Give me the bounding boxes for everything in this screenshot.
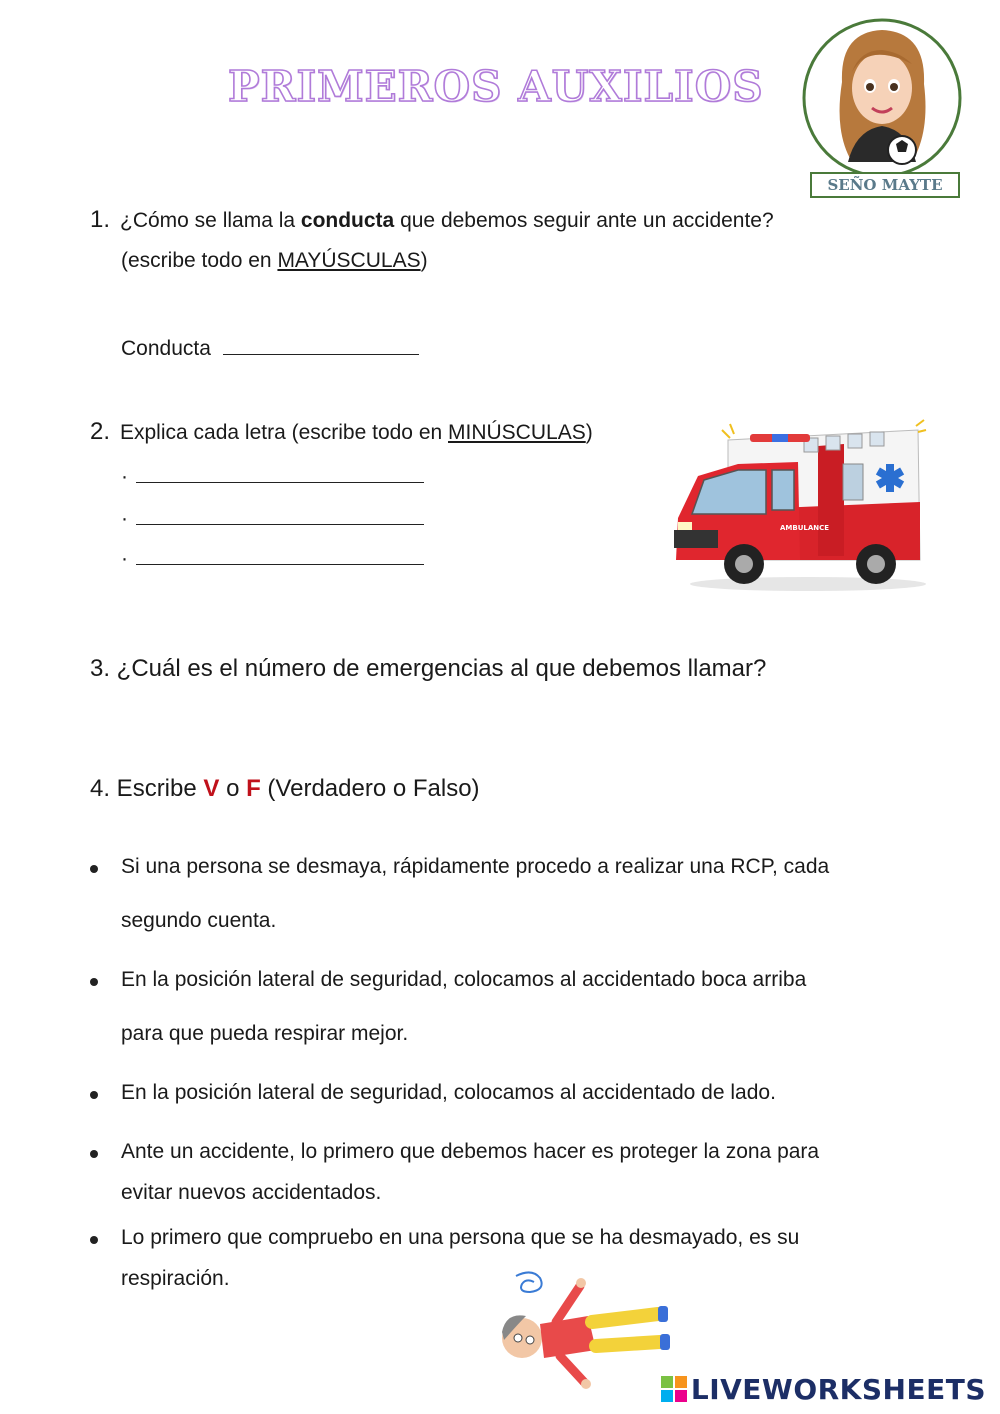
letter-answer-field-1[interactable] [136, 462, 424, 483]
question-2-text-post: ) [585, 421, 593, 444]
bullet-icon [90, 1150, 98, 1158]
conducta-answer-field[interactable] [223, 334, 419, 355]
bullet-icon [90, 978, 98, 986]
question-2-number: 2. [90, 418, 111, 445]
true-marker: V [203, 775, 220, 802]
question-3: 3. ¿Cuál es el número de emergencias al que debemos llamar? [90, 655, 767, 682]
statement-line-1: En la posición lateral de seguridad, colocamos al accidentado de lado. [121, 1081, 776, 1104]
statement-line-1: Ante un accidente, lo primero que debemos hacer es proteger la zona para [121, 1140, 820, 1163]
line-prefix: · [121, 507, 128, 530]
bullet-icon [90, 1091, 98, 1099]
question-1 [90, 206, 890, 235]
question-2 [90, 418, 593, 447]
line-prefix: · [121, 465, 128, 488]
liveworksheets-logo [661, 1373, 986, 1406]
statement-line-1: En la posición lateral de seguridad, colocamos al accidentado boca arriba [121, 968, 807, 991]
question-4-mid: o [219, 775, 247, 802]
avatar [790, 12, 975, 202]
question-4-post: (Verdadero o Falso) [260, 775, 480, 802]
line-prefix: · [121, 547, 128, 570]
fainted-person-illustration [488, 1266, 678, 1396]
avatar-caption: SEÑO MAYTE [810, 172, 960, 198]
letter-line-3 [121, 544, 424, 573]
conducta-label: Conducta [121, 337, 211, 360]
statement-line-2: para que pueda respirar mejor. [121, 1022, 409, 1045]
note-pre: (escribe todo en [121, 249, 278, 272]
question-1-keyword: conducta [300, 209, 395, 232]
statement-line-2: evitar nuevos accidentados. [121, 1181, 382, 1204]
question-4 [90, 775, 480, 803]
liveworksheets-brand: LIVEWORKSHEETS [690, 1373, 986, 1406]
note-underlined: MAYÚSCULAS [277, 249, 421, 272]
letter-answer-field-3[interactable] [136, 544, 424, 565]
conducta-answer-row [121, 334, 419, 363]
statement-line-1: Si una persona se desmaya, rápidamente procedo a realizar una RCP, cada [121, 855, 830, 878]
letter-line-1 [121, 462, 424, 491]
ambulance-illustration [668, 418, 928, 593]
statement-line-2: respiración. [121, 1267, 230, 1290]
question-2-underlined: MINÚSCULAS [448, 421, 586, 444]
letter-answer-field-2[interactable] [136, 504, 424, 525]
note-post: ) [420, 249, 428, 272]
liveworksheets-badge-icon [661, 1376, 687, 1402]
letter-line-2 [121, 504, 424, 533]
question-1-note [121, 247, 428, 275]
question-2-text-pre: Explica cada letra (escribe todo en [120, 421, 449, 444]
question-1-text-post: que debemos seguir ante un accidente? [394, 209, 774, 232]
page-title: PRIMEROS AUXILIOS [228, 62, 764, 111]
question-1-text-pre: ¿Cómo se llama la [120, 209, 301, 232]
bullet-icon [90, 1236, 98, 1244]
statement-item[interactable] [90, 855, 930, 945]
statement-line-1: Lo primero que compruebo en una persona que se ha desmayado, es su [121, 1226, 800, 1249]
question-1-number: 1. [90, 206, 111, 233]
ambulance-text: AMBULANCE [780, 524, 830, 532]
statement-item[interactable] [90, 1140, 930, 1210]
bullet-icon [90, 865, 98, 873]
statement-line-2: segundo cuenta. [121, 909, 277, 932]
false-marker: F [246, 775, 261, 802]
statement-item[interactable] [90, 968, 930, 1058]
statement-item[interactable] [90, 1081, 930, 1111]
question-4-pre: 4. Escribe [90, 775, 204, 802]
